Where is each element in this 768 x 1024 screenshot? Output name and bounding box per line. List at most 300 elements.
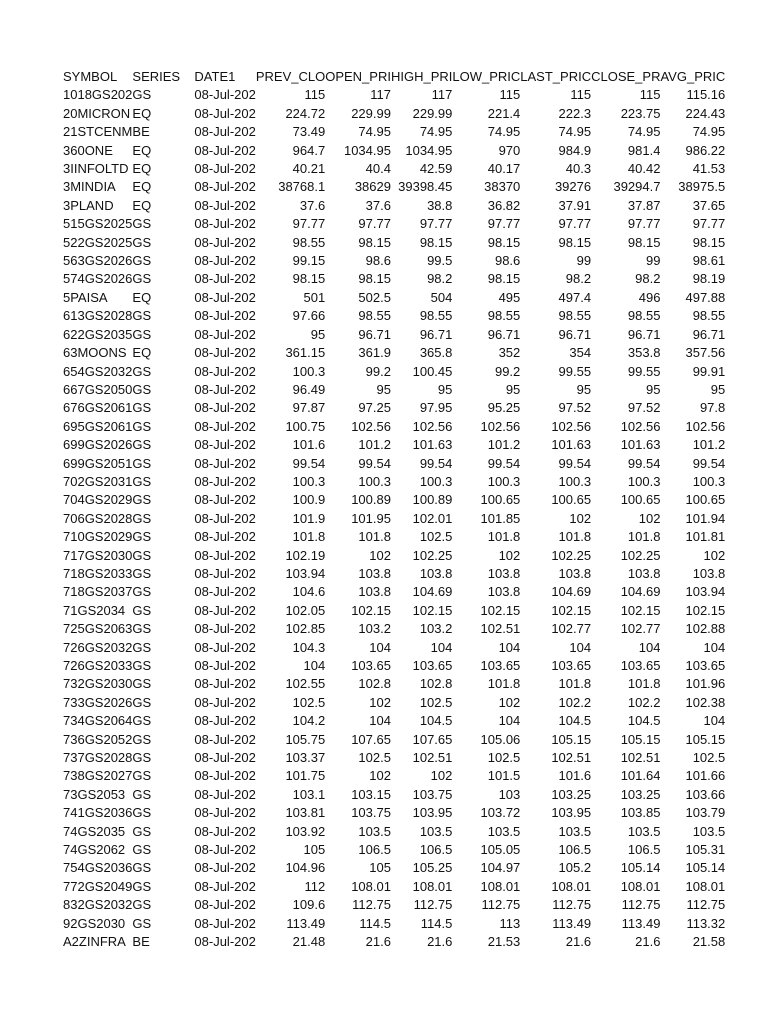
cell-close-price: 981.4	[627, 142, 661, 158]
cell-series: GS	[132, 786, 152, 802]
cell-last-price: 100.65	[551, 492, 592, 508]
cell-low-price: 102	[498, 547, 521, 563]
cell-avg-price: 103.94	[685, 584, 726, 600]
cell-close-price: 101.8	[627, 676, 661, 692]
cell-high-price: 98.55	[419, 308, 453, 324]
table-row	[63, 326, 725, 344]
cell-high-price: 104.5	[419, 713, 453, 729]
cell-open-price: 103.15	[351, 786, 391, 802]
cell-low-price: 970	[498, 142, 521, 158]
cell-open-price: 40.4	[365, 161, 391, 177]
cell-symbol: 738GS2027	[63, 768, 133, 784]
table-row	[63, 694, 725, 712]
table-row	[63, 657, 725, 675]
cell-series: GS	[132, 326, 152, 342]
cell-date: 08-Jul-202	[194, 473, 256, 489]
cell-prev-close: 98.15	[292, 271, 326, 287]
cell-high-price: 117	[431, 87, 453, 103]
cell-high-price: 98.2	[427, 271, 453, 287]
cell-symbol: 772GS2049	[63, 878, 133, 894]
cell-prev-close: 104.3	[292, 639, 326, 655]
table-row	[63, 565, 725, 583]
cell-low-price: 101.8	[487, 676, 521, 692]
cell-series: GS	[132, 676, 152, 692]
cell-last-price: 104.69	[551, 584, 592, 600]
cell-last-price: 222.3	[558, 105, 592, 121]
cell-series: GS	[132, 768, 152, 784]
cell-series: EQ	[132, 345, 152, 361]
cell-close-price: 97.52	[627, 400, 661, 416]
cell-series: GS	[132, 897, 152, 913]
cell-date: 08-Jul-202	[194, 621, 256, 637]
cell-high-price: 112.75	[413, 897, 453, 913]
cell-close-price: 37.87	[627, 197, 661, 213]
cell-open-price: 229.99	[351, 105, 391, 121]
cell-open-price: 97.77	[358, 216, 391, 232]
cell-close-price: 102.15	[620, 602, 661, 618]
cell-last-price: 103.95	[551, 805, 592, 821]
cell-open-price: 502.5	[358, 289, 391, 305]
cell-last-price: 103.5	[558, 823, 592, 839]
cell-date: 08-Jul-202	[194, 455, 256, 471]
cell-avg-price: 101.2	[692, 437, 726, 453]
cell-high-price: 102	[430, 768, 453, 784]
cell-date: 08-Jul-202	[194, 345, 256, 361]
cell-last-price: 98.2	[565, 271, 592, 287]
cell-symbol: 699GS2026	[63, 437, 133, 453]
cell-close-price: 99	[646, 253, 661, 269]
cell-close-price: 102.77	[620, 621, 661, 637]
cell-avg-price: 986.22	[685, 142, 726, 158]
cell-close-price: 102.25	[620, 547, 661, 563]
cell-close-price: 101.8	[627, 529, 661, 545]
table-row	[63, 749, 725, 767]
cell-series: GS	[132, 308, 152, 324]
cell-last-price: 105.15	[551, 731, 592, 747]
table-row	[63, 197, 725, 215]
cell-prev-close: 224.72	[285, 105, 326, 121]
cell-prev-close: 104	[303, 658, 326, 673]
cell-avg-price: 98.55	[692, 308, 726, 324]
cell-low-price: 103.8	[487, 565, 521, 581]
table-row	[63, 731, 725, 749]
cell-date: 08-Jul-202	[194, 418, 256, 434]
cell-symbol: 3PLAND	[63, 197, 114, 213]
cell-date: 08-Jul-202	[194, 326, 256, 342]
cell-low-price: 102.56	[480, 418, 521, 434]
table-row	[63, 896, 725, 914]
cell-symbol: 717GS2030	[63, 547, 133, 563]
cell-low-price: 21.53	[487, 934, 521, 950]
cell-symbol: 563GS2026	[63, 253, 133, 269]
cell-symbol: A2ZINFRA	[63, 934, 126, 950]
cell-close-price: 102	[638, 510, 661, 526]
cell-prev-close: 97.87	[292, 400, 326, 416]
cell-close-price: 101.64	[620, 768, 661, 784]
cell-series: GS	[132, 363, 152, 379]
table-row	[63, 252, 725, 270]
cell-date: 08-Jul-202	[194, 271, 256, 287]
cell-low-price: 104.97	[480, 860, 521, 876]
cell-open-price: 104	[369, 713, 391, 729]
cell-open-price: 38629	[354, 179, 391, 195]
cell-series: EQ	[132, 105, 152, 121]
cell-high-price: 38.8	[427, 197, 453, 213]
cell-high-price: 99.54	[419, 455, 453, 471]
cell-avg-price: 104	[703, 713, 726, 729]
table-row	[63, 823, 725, 841]
cell-close-price: 104	[638, 639, 661, 655]
cell-low-price: 103.65	[480, 658, 521, 673]
cell-prev-close: 104.96	[285, 860, 326, 876]
cell-high-price: 102.5	[419, 694, 453, 710]
table-row	[63, 105, 725, 123]
cell-prev-close: 964.7	[292, 142, 326, 158]
cell-low-price: 115	[499, 87, 521, 103]
cell-last-price: 99.54	[558, 455, 592, 471]
cell-low-price: 103.8	[487, 584, 521, 600]
table-row	[63, 639, 725, 657]
cell-low-price: 103	[498, 786, 521, 802]
table-row	[63, 363, 725, 381]
cell-low-price: 495	[498, 289, 521, 305]
cell-date: 08-Jul-202	[194, 216, 256, 232]
cell-high-price: 102.8	[419, 676, 453, 692]
cell-close-price: 39294.7	[613, 179, 661, 195]
cell-avg-price: 74.95	[692, 124, 726, 140]
cell-date: 08-Jul-202	[194, 105, 256, 121]
cell-last-price: 97.77	[558, 216, 592, 232]
cell-date: 08-Jul-202	[194, 842, 256, 858]
cell-low-price: 102.5	[487, 750, 521, 766]
cell-last-price: 101.8	[558, 676, 592, 692]
cell-avg-price: 105.14	[685, 860, 726, 876]
table-row	[63, 547, 725, 565]
cell-low-price: 98.6	[494, 253, 521, 269]
cell-open-price: 101.2	[358, 437, 391, 453]
cell-prev-close: 99.15	[292, 253, 326, 269]
cell-high-price: 97.95	[419, 400, 453, 416]
table-row	[63, 675, 725, 693]
column-header-symbol: SYMBOL	[63, 69, 118, 84]
cell-symbol: 74GS2035	[63, 823, 126, 839]
cell-high-price: 365.8	[419, 345, 453, 361]
cell-series: GS	[132, 823, 152, 839]
cell-series: GS	[132, 253, 152, 269]
table-row	[63, 86, 725, 104]
cell-symbol: 734GS2064	[63, 713, 133, 729]
table-row	[63, 620, 725, 638]
cell-low-price: 101.5	[487, 768, 521, 784]
cell-symbol: 20MICRON	[63, 105, 131, 121]
cell-series: GS	[132, 437, 152, 453]
cell-low-price: 101.2	[487, 437, 521, 453]
cell-symbol: 702GS2031	[63, 473, 133, 489]
cell-low-price: 102	[498, 694, 521, 710]
cell-symbol: 704GS2029	[63, 492, 133, 508]
cell-low-price: 108.01	[480, 878, 521, 894]
cell-date: 08-Jul-202	[194, 934, 256, 950]
cell-open-price: 102	[369, 694, 391, 710]
cell-high-price: 1034.95	[405, 142, 453, 158]
table-row	[63, 418, 725, 436]
cell-low-price: 97.77	[487, 216, 521, 232]
cell-symbol: 613GS2028	[63, 308, 133, 324]
cell-high-price: 21.6	[427, 934, 453, 950]
cell-open-price: 101.8	[358, 529, 391, 545]
cell-symbol: 706GS2028	[63, 510, 133, 526]
cell-high-price: 107.65	[412, 731, 453, 747]
cell-close-price: 223.75	[620, 105, 661, 121]
cell-last-price: 102.51	[551, 750, 592, 766]
cell-series: GS	[132, 418, 152, 434]
cell-open-price: 99.54	[358, 455, 391, 471]
cell-symbol: 732GS2030	[63, 676, 133, 692]
table-row	[63, 786, 725, 804]
cell-prev-close: 100.9	[292, 492, 326, 508]
cell-symbol: 726GS2032	[63, 639, 133, 655]
cell-prev-close: 97.77	[292, 216, 326, 232]
cell-avg-price: 101.96	[685, 676, 726, 692]
cell-low-price: 112.75	[481, 897, 521, 913]
cell-low-price: 74.95	[487, 124, 521, 140]
cell-close-price: 102.56	[620, 418, 661, 434]
cell-date: 08-Jul-202	[194, 87, 256, 103]
table-row	[63, 436, 725, 454]
cell-low-price: 40.17	[487, 161, 521, 177]
cell-high-price: 100.45	[412, 363, 453, 379]
cell-avg-price: 101.81	[685, 529, 726, 545]
cell-prev-close: 103.37	[285, 750, 326, 766]
cell-series: GS	[132, 584, 152, 600]
cell-open-price: 103.2	[358, 621, 391, 637]
cell-close-price: 98.2	[635, 271, 661, 287]
cell-high-price: 99.5	[427, 253, 453, 269]
cell-date: 08-Jul-202	[194, 234, 256, 250]
cell-high-price: 103.95	[412, 805, 453, 821]
cell-last-price: 101.63	[551, 437, 592, 453]
cell-open-price: 106.5	[358, 842, 391, 858]
cell-series: GS	[132, 878, 152, 894]
cell-open-price: 96.71	[358, 326, 391, 342]
cell-prev-close: 115	[304, 87, 326, 103]
table-row	[63, 878, 725, 896]
cell-close-price: 103.25	[620, 786, 661, 802]
cell-date: 08-Jul-202	[194, 492, 256, 508]
cell-symbol: 654GS2032	[63, 363, 133, 379]
cell-open-price: 104	[369, 639, 391, 655]
cell-open-price: 98.6	[365, 253, 391, 269]
cell-symbol: 754GS2036	[63, 860, 133, 876]
cell-symbol: 63MOONS	[63, 345, 127, 361]
cell-open-price: 37.6	[365, 197, 391, 213]
cell-series: EQ	[132, 289, 152, 305]
cell-prev-close: 21.48	[292, 934, 326, 950]
cell-high-price: 102.5	[419, 529, 453, 545]
cell-close-price: 99.54	[627, 455, 661, 471]
cell-date: 08-Jul-202	[194, 602, 256, 618]
cell-avg-price: 99.91	[692, 363, 726, 379]
cell-high-price: 95	[437, 381, 453, 397]
cell-low-price: 105.05	[480, 842, 521, 858]
cell-series: GS	[132, 860, 152, 876]
cell-open-price: 114.5	[359, 915, 391, 931]
cell-low-price: 104	[498, 713, 521, 729]
cell-high-price: 103.8	[419, 565, 453, 581]
cell-low-price: 103.5	[487, 823, 521, 839]
cell-series: GS	[132, 492, 152, 508]
cell-date: 08-Jul-202	[194, 547, 256, 563]
cell-high-price: 114.5	[420, 915, 453, 931]
cell-high-price: 102.15	[412, 602, 453, 618]
cell-date: 08-Jul-202	[194, 768, 256, 784]
cell-date: 08-Jul-202	[194, 565, 256, 581]
cell-prev-close: 113.49	[286, 915, 326, 931]
cell-avg-price: 113.32	[686, 915, 726, 931]
cell-open-price: 117	[370, 87, 391, 103]
cell-date: 08-Jul-202	[194, 860, 256, 876]
cell-low-price: 98.15	[487, 234, 521, 250]
cell-series: EQ	[132, 179, 152, 195]
cell-avg-price: 102.56	[685, 418, 726, 434]
cell-date: 08-Jul-202	[194, 676, 256, 692]
cell-avg-price: 95	[710, 381, 726, 397]
cell-low-price: 99.2	[494, 363, 521, 379]
cell-avg-price: 103.5	[692, 823, 726, 839]
cell-prev-close: 40.21	[292, 161, 326, 177]
cell-prev-close: 95	[310, 326, 326, 342]
cell-close-price: 74.95	[627, 124, 661, 140]
column-header-series: SERIES	[132, 69, 181, 84]
cell-avg-price: 41.53	[692, 161, 726, 177]
cell-symbol: 676GS2061	[63, 400, 133, 416]
table-row	[63, 583, 725, 601]
cell-prev-close: 104.2	[292, 713, 326, 729]
cell-last-price: 104	[569, 639, 592, 655]
cell-high-price: 101.63	[412, 437, 453, 453]
cell-symbol: 718GS2033	[63, 565, 133, 581]
cell-avg-price: 103.79	[685, 805, 726, 821]
cell-close-price: 105.15	[620, 731, 661, 747]
column-header-close-price: CLOSE_PR	[591, 69, 661, 84]
cell-series: BE	[132, 124, 150, 140]
cell-close-price: 104.5	[627, 713, 661, 729]
cell-date: 08-Jul-202	[194, 308, 256, 324]
cell-last-price: 103.25	[551, 786, 592, 802]
cell-avg-price: 98.19	[692, 271, 726, 287]
cell-series: GS	[132, 658, 152, 673]
cell-symbol: 21STCENM	[63, 124, 133, 140]
table-row	[63, 804, 725, 822]
cell-open-price: 107.65	[351, 731, 391, 747]
cell-low-price: 100.3	[487, 473, 521, 489]
cell-date: 08-Jul-202	[194, 897, 256, 913]
table-row	[63, 915, 725, 933]
cell-low-price: 36.82	[487, 197, 521, 213]
cell-symbol: 699GS2051	[63, 455, 133, 471]
cell-high-price: 102.51	[412, 750, 453, 766]
cell-last-price: 98.55	[558, 308, 592, 324]
cell-open-price: 98.15	[358, 234, 391, 250]
cell-symbol: 726GS2033	[63, 658, 133, 673]
cell-open-price: 103.5	[358, 823, 391, 839]
cell-date: 08-Jul-202	[194, 289, 256, 305]
cell-prev-close: 104.6	[292, 584, 326, 600]
cell-close-price: 115	[639, 87, 661, 103]
cell-series: GS	[132, 510, 152, 526]
cell-avg-price: 96.71	[692, 326, 726, 342]
table-row	[63, 381, 725, 399]
cell-avg-price: 101.66	[685, 768, 726, 784]
column-header-open-price: OPEN_PRI	[325, 69, 391, 84]
cell-avg-price: 103.66	[685, 786, 726, 802]
cell-date: 08-Jul-202	[194, 142, 256, 158]
column-header-avg-price: AVG_PRIC	[660, 69, 726, 84]
cell-last-price: 100.3	[558, 473, 592, 489]
cell-close-price: 102.2	[627, 694, 661, 710]
cell-last-price: 95	[576, 381, 592, 397]
cell-last-price: 108.01	[551, 878, 592, 894]
cell-date: 08-Jul-202	[194, 823, 256, 839]
cell-series: EQ	[132, 197, 152, 213]
cell-last-price: 103.65	[551, 658, 592, 673]
cell-close-price: 96.71	[627, 326, 661, 342]
cell-open-price: 21.6	[365, 934, 391, 950]
cell-series: GS	[132, 400, 152, 416]
cell-date: 08-Jul-202	[194, 529, 256, 545]
cell-date: 08-Jul-202	[194, 915, 256, 931]
cell-date: 08-Jul-202	[194, 750, 256, 766]
cell-last-price: 112.75	[552, 897, 592, 913]
cell-date: 08-Jul-202	[194, 381, 256, 397]
cell-prev-close: 103.81	[285, 805, 326, 821]
cell-open-price: 99.2	[365, 363, 391, 379]
table-row	[63, 859, 725, 877]
table-row	[63, 767, 725, 785]
cell-date: 08-Jul-202	[194, 161, 256, 177]
cell-series: GS	[132, 750, 152, 766]
cell-high-price: 102.01	[412, 510, 453, 526]
cell-symbol: 71GS2034	[63, 602, 126, 618]
cell-close-price: 98.55	[627, 308, 661, 324]
cell-avg-price: 103.65	[685, 658, 726, 673]
cell-avg-price: 100.3	[692, 473, 726, 489]
cell-avg-price: 104	[703, 639, 726, 655]
cell-series: GS	[132, 805, 152, 821]
cell-series: GS	[132, 565, 152, 581]
table-row	[63, 602, 725, 620]
cell-avg-price: 102.38	[685, 694, 726, 710]
table-row	[63, 473, 725, 491]
cell-last-price: 99.55	[558, 363, 592, 379]
cell-symbol: 73GS2053	[63, 786, 126, 802]
cell-last-price: 354	[569, 345, 592, 361]
cell-open-price: 108.01	[351, 878, 391, 894]
cell-last-price: 102.77	[551, 621, 592, 637]
cell-high-price: 74.95	[419, 124, 453, 140]
cell-symbol: 5PAISA	[63, 289, 108, 305]
cell-high-price: 104.69	[412, 584, 453, 600]
cell-series: GS	[132, 473, 152, 489]
cell-avg-price: 102.15	[685, 602, 726, 618]
cell-open-price: 105	[369, 860, 391, 876]
cell-prev-close: 101.75	[285, 768, 326, 784]
cell-high-price: 103.5	[419, 823, 453, 839]
cell-prev-close: 97.66	[292, 308, 326, 324]
cell-symbol: 832GS2032	[63, 897, 133, 913]
cell-avg-price: 105.15	[685, 731, 726, 747]
cell-prev-close: 38768.1	[278, 179, 326, 195]
